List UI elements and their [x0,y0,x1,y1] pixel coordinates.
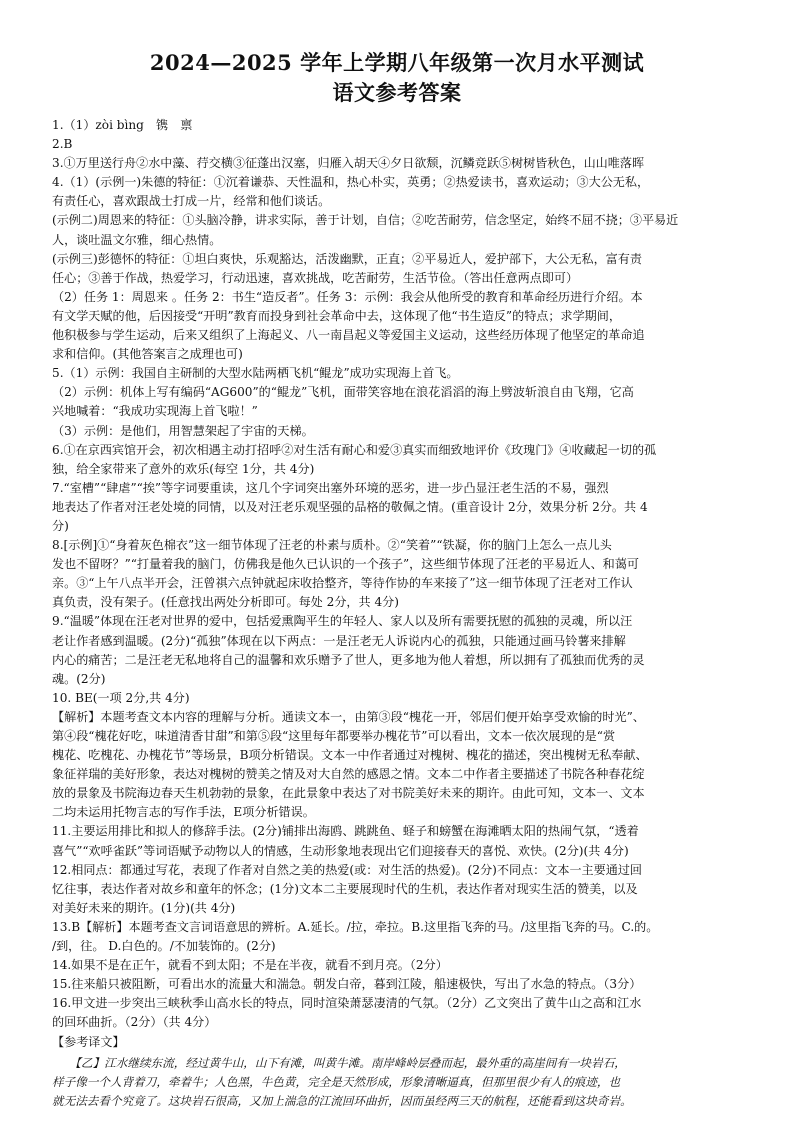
answer-line: 9.“温暖”体现在汪老对世界的爱中，包括爱熏陶平生的年轻人、家人以及所有需要抚慰的孤独的灵魂，所以汪 [52,614,633,629]
answer-line: 第④段“槐花好吃，味道清香甘甜”和第⑤段“这里每年都要举办槐花节”可以看出，文本一依次展现的是“赏 [52,729,616,743]
answer-line: （2）任务 1：周恩来 。任务 2：书生“造反者”。任务 3：示例：我会从他所受的教育和革命经历进行介绍。本 [52,289,643,304]
title-line-1: 2024—2025 学年上学期八年级第一次月水平测试 [149,50,645,75]
answer-line: 16.甲文进一步突出三峡秋季山高水长的特点，同时渲染萧瑟凄清的气氛。（2分）乙文突出了黄牛山之高和江水 [52,996,642,1011]
answer-line: 内心的痛苦；二是汪老无私地将自己的温馨和欢乐赠予了世人，更多地为他人着想，所以拥有了孤独而优秀的灵 [52,652,645,667]
answer-line: 10. BE(一项 2分,共 4分) [52,690,190,705]
answer-line: 二均未运用托物言志的写作手法，E项分析错误。 [52,805,315,820]
answer-line: 有文学天赋的他，后因接受“开明”教育而投身到社会革命中去，这体现了他“书生造反”的特点；求学期间， [52,308,621,323]
answer-line: 8.[示例]①“身着灰色棉衣”这一细节体现了汪老的朴素与质朴。②“笑着”“铁凝，你的脑门上怎么一点儿头 [52,538,612,553]
answer-line: 3.①万里送行舟②水中藻、荇交横③征蓬出汉塞，归雁入胡天④夕日欲颓，沉鳞竞跃⑤树树皆秋色，山山唯落晖 [52,156,645,171]
answer-line: 放的景象及书院海边春天生机勃勃的景象，在此景象中表达了对书院美好未来的期许。由此可知，文本一、文本 [52,786,645,801]
answer-line: （2）示例：机体上写有编码“AG600”的“鲲龙”飞机，面带笑容地在浪花滔滔的海上劈波斩浪自由飞翔，它高 [52,385,634,400]
answer-line: 5.（1）示例：我国自主研制的大型水陆两栖飞机“鲲龙”成功实现海上首飞。 [52,366,459,381]
answer-line: 忆往事，表达作者对故乡和童年的怀念；(1分)文本二主要展现时代的生机，表达作者对现实生活的赞美，以及 [52,881,638,896]
answer-line: 14.如果不是在正午，就看不到太阳；不是在半夜，就看不到月亮。（2分） [52,958,448,973]
answer-lines [52,116,742,1052]
answer-line: 7.“室槽”“肆虐”“挨”等字词要重读，这几个字词突出塞外环境的恶劣，进一步凸显汪老生活的不易，强烈 [52,480,609,495]
answer-sheet-page [52,48,742,1111]
answer-line: 槐花、吃槐花、办槐花节”等场景，B项分析错误。文本一中作者通过对槐树、槐花的描述，突出槐树无私奉献、 [52,748,648,763]
answer-line: 独，给全家带来了意外的欢乐(每空 1分，共 4分) [52,461,315,476]
answer-line: 地表达了作者对汪老处境的同情，以及对汪老乐观坚强的品格的敬佩之情。(重音设计 2分，效果分析 2分。共 4 [52,499,648,514]
translation-line: 【乙】江水继续东流，经过黄牛山，山下有滩，叫黄牛滩。南岸峰岭层叠而起，最外重的高崖间有一块岩石， [52,1055,626,1070]
answer-line: 【参考译文】 [52,1034,125,1049]
answer-line: 求和信仰。(其他答案言之成理也可) [52,347,243,362]
answer-line: （3）示例：是他们，用智慧架起了宇宙的天梯。 [52,423,314,438]
answer-line: 4.（1）(示例一)朱德的特征：①沉着谦恭、天性温和，热心朴实，英勇；②热爱读书，喜欢运动；③大公无私， [52,175,650,190]
answer-line: 13.B【解析】本题考查文言词语意思的辨析。A.延长。/拉，牵拉。B.这里指飞奔的马。/这里指飞奔的马。C.的。 [52,919,659,934]
answer-line: 15.往来船只被阻断，可看出水的流量大和湍急。朝发白帝，暮到江陵，船速极快，写出了水急的特点。（3分） [52,977,642,992]
answer-line: 有责任心，喜欢跟战士打成一片，经常和他们谈话。 [52,194,331,209]
answer-line: 6.①在京西宾馆开会，初次相遇主动打招呼②对生活有耐心和爱③真实而细致地评价《玫瑰门》④收藏起一切的孤 [52,442,657,457]
answer-line: 老让作者感到温暖。(2分)“孤独”体现在以下两点：一是汪老无人诉说内心的孤独，只能通过画马铃薯来排解 [52,633,626,648]
title-line-2: 语文参考答案 [332,80,462,105]
answer-line: 真负责，没有架子。(任意找出两处分析即可。每处 2分，共 4分) [52,595,399,610]
answer-line: 人，谈吐温文尔雅，细心热情。 [52,232,222,247]
answer-line: 【解析】本题考查文本内容的理解与分析。通读文本一，由第③段“槐花一开，邻居们便开始享受欢愉的时光”、 [52,709,645,724]
answer-line: 分) [52,518,69,533]
answer-line: /到，往。 D.白色的。/不加装饰的。(2分) [52,939,276,954]
document-title [52,48,742,108]
answer-line: 的回环曲折。（2分）（共 4分） [52,1015,217,1030]
answer-line: 1.（1）zòi bìng 镌 禀 [52,118,193,132]
answer-line: 亲。③“上午八点半开会，汪曾祺六点钟就起床收拾整齐，等待作协的车来接了”这一细节体现了汪老对工作认 [52,576,633,591]
answer-line: 11.主要运用排比和拟人的修辞手法。(2分)铺排出海鸥、跳跳鱼、蛏子和螃蟹在海滩晒太阳的热闹气氛，“透着 [52,824,639,839]
answer-line: (示例三)彭德怀的特征：①坦白爽快，乐观豁达，活泼幽默，正直；②平易近人，爱护部下，大公无私，富有责 [52,251,642,266]
answer-line: 任心；③善于作战，热爱学习，行动迅速，喜欢挑战，吃苦耐劳，生活节俭。（答出任意两点即可） [52,270,579,285]
answer-line: 2.B [52,137,73,152]
answer-line: 12.相同点：都通过写花，表现了作者对自然之美的热爱(或：对生活的热爱)。(2分)不同点：文本一主要通过回 [52,862,643,877]
reference-translation [52,1054,742,1111]
answer-line: 发也不留呀？”“打量着我的脑门，仿佛我是他久已认识的一个孩子”，这些细节体现了汪老的平易近人、和蔼可 [52,557,639,572]
answer-line: 对美好未来的期许。(1分)(共 4分) [52,900,236,915]
translation-line: 样子像一个人背着刀，牵着牛；人色黑，牛色黄，完全是天然形成，形象清晰逼真，但那里很少有人的痕迹，也 [52,1074,621,1089]
answer-line: 他积极参与学生运动，后来又组织了上海起义、八一南昌起义等爱国主义运动，这些经历体现了他坚定的革命追 [52,328,645,343]
translation-line: 就无法去看个究竟了。这块岩石很高，又加上湍急的江流回环曲折，因而虽经两三天的航程，还能看到这块奇岩。 [52,1093,632,1108]
answer-line: 兴地喊着：“我成功实现海上首飞啦！” [52,404,258,419]
answer-line: (示例二)周恩来的特征：①头脑冷静，讲求实际，善于计划，自信；②吃苦耐劳，信念坚定，始终不屈不挠；③平易近 [52,213,679,228]
answer-line: 魂。(2分) [52,671,106,686]
answer-line: 喜气”“欢呼雀跃”等词语赋予动物以人的情感，生动形象地表现出它们迎接春天的喜悦、欢快。(2分)(共 4分) [52,843,629,858]
answer-line: 象征祥瑞的美好形象，表达对槐树的赞美之情及对大自然的感恩之情。文本二中作者主要描述了书院各种春花绽 [52,767,645,782]
